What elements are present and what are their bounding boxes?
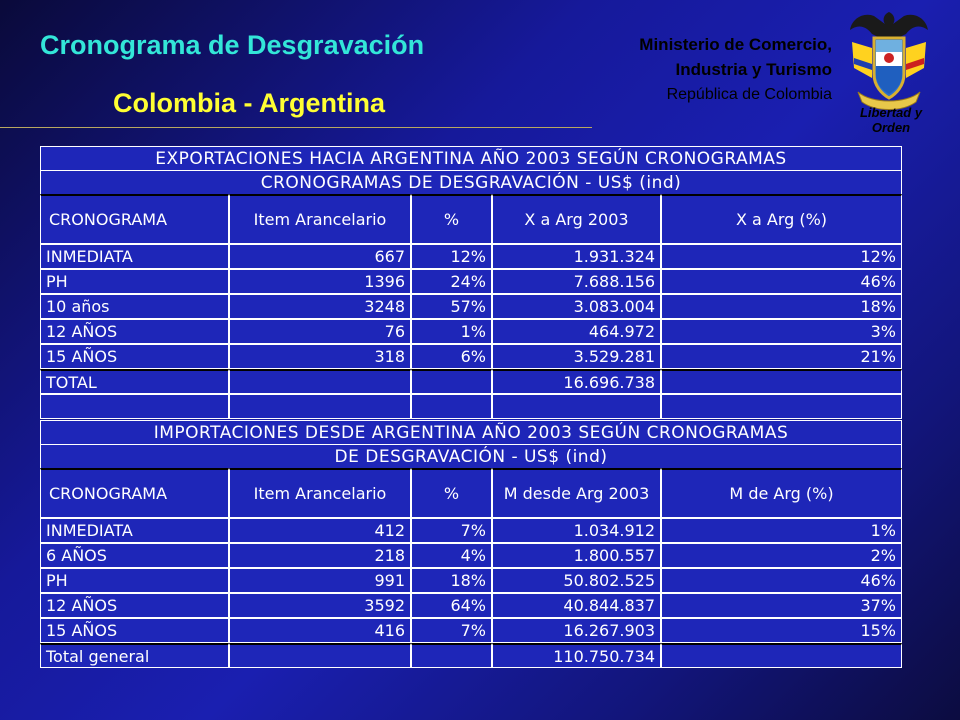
exports-col-share: X a Arg (%) (661, 194, 902, 244)
cell-item: 76 (229, 319, 411, 344)
total-label: TOTAL (40, 369, 229, 394)
divider (0, 127, 592, 128)
table-row (40, 568, 902, 593)
imports-col-cronograma: CRONOGRAMA (40, 468, 229, 518)
cell-value: 3.083.004 (492, 294, 661, 319)
cell-pct: 18% (411, 568, 492, 593)
total-pct (411, 369, 492, 394)
cell-cronograma: PH (40, 568, 229, 593)
cell-value: 50.802.525 (492, 568, 661, 593)
cell-share: 3% (661, 319, 902, 344)
cell-item: 667 (229, 244, 411, 269)
cell-share: 1% (661, 518, 902, 543)
exports-col-pct: % (411, 194, 492, 244)
imports-col-share: M de Arg (%) (661, 468, 902, 518)
exports-title-1: EXPORTACIONES HACIA ARGENTINA AÑO 2003 SEGÚN CRONOGRAMAS (40, 146, 902, 170)
table-row (40, 294, 902, 319)
cell-item: 3248 (229, 294, 411, 319)
cell-value: 40.844.837 (492, 593, 661, 618)
cell-cronograma: 6 AÑOS (40, 543, 229, 568)
cell-share: 18% (661, 294, 902, 319)
logo-caption: Libertad y Orden (859, 105, 923, 135)
total-share (661, 643, 902, 668)
total-row (40, 643, 902, 668)
total-value: 16.696.738 (492, 369, 661, 394)
cell-value: 1.931.324 (492, 244, 661, 269)
cell-item: 218 (229, 543, 411, 568)
cell-pct: 64% (411, 593, 492, 618)
table-row (40, 543, 902, 568)
exports-col-value: X a Arg 2003 (492, 194, 661, 244)
table-row (40, 319, 902, 344)
cell-pct: 7% (411, 518, 492, 543)
total-label: Total general (40, 643, 229, 668)
exports-col-cronograma: CRONOGRAMA (40, 194, 229, 244)
cell-cronograma: INMEDIATA (40, 518, 229, 543)
cell-cronograma: 12 AÑOS (40, 319, 229, 344)
cell-share: 46% (661, 568, 902, 593)
ministry-block (639, 32, 832, 107)
cell-pct: 6% (411, 344, 492, 369)
exports-col-item: Item Arancelario (229, 194, 411, 244)
table-row (40, 244, 902, 269)
total-pct (411, 643, 492, 668)
cell-cronograma: 10 años (40, 294, 229, 319)
total-value: 110.750.734 (492, 643, 661, 668)
total-item (229, 643, 411, 668)
spacer-row (40, 394, 902, 419)
cell-item: 416 (229, 618, 411, 643)
cell-value: 3.529.281 (492, 344, 661, 369)
cell-share: 2% (661, 543, 902, 568)
exports-table (40, 146, 902, 419)
cell-share: 21% (661, 344, 902, 369)
table-row (40, 593, 902, 618)
cell-item: 991 (229, 568, 411, 593)
cell-share: 37% (661, 593, 902, 618)
cell-pct: 7% (411, 618, 492, 643)
cell-cronograma: PH (40, 269, 229, 294)
imports-table (40, 420, 902, 668)
cell-cronograma: 15 AÑOS (40, 344, 229, 369)
cell-value: 1.034.912 (492, 518, 661, 543)
exports-header-row (40, 194, 902, 244)
cell-item: 318 (229, 344, 411, 369)
table-row (40, 269, 902, 294)
ministry-line-3: República de Colombia (666, 86, 832, 103)
ministry-line-1: Ministerio de Comercio, (639, 35, 832, 54)
page-title: Cronograma de Desgravación (40, 30, 425, 60)
cell-value: 1.800.557 (492, 543, 661, 568)
exports-title-2: CRONOGRAMAS DE DESGRAVACIÓN - US$ (ind) (40, 170, 902, 194)
total-row (40, 369, 902, 394)
imports-col-value: M desde Arg 2003 (492, 468, 661, 518)
cell-cronograma: 15 AÑOS (40, 618, 229, 643)
table-row (40, 344, 902, 369)
imports-header-row (40, 468, 902, 518)
total-share (661, 369, 902, 394)
cell-pct: 57% (411, 294, 492, 319)
imports-title-1: IMPORTACIONES DESDE ARGENTINA AÑO 2003 SEGÚN CRONOGRAMAS (40, 420, 902, 444)
imports-title-2: DE DESGRAVACIÓN - US$ (ind) (40, 444, 902, 468)
cell-pct: 12% (411, 244, 492, 269)
cell-cronograma: INMEDIATA (40, 244, 229, 269)
table-row (40, 518, 902, 543)
imports-col-item: Item Arancelario (229, 468, 411, 518)
total-item (229, 369, 411, 394)
cell-item: 412 (229, 518, 411, 543)
page-subtitle: Colombia - Argentina (113, 88, 386, 118)
cell-pct: 24% (411, 269, 492, 294)
ministry-line-2: Industria y Turismo (675, 60, 832, 79)
cell-share: 46% (661, 269, 902, 294)
cell-value: 464.972 (492, 319, 661, 344)
cell-item: 3592 (229, 593, 411, 618)
cell-pct: 4% (411, 543, 492, 568)
table-row (40, 618, 902, 643)
cell-item: 1396 (229, 269, 411, 294)
cell-value: 7.688.156 (492, 269, 661, 294)
cell-value: 16.267.903 (492, 618, 661, 643)
cell-pct: 1% (411, 319, 492, 344)
cell-share: 15% (661, 618, 902, 643)
imports-col-pct: % (411, 468, 492, 518)
cell-share: 12% (661, 244, 902, 269)
cell-cronograma: 12 AÑOS (40, 593, 229, 618)
